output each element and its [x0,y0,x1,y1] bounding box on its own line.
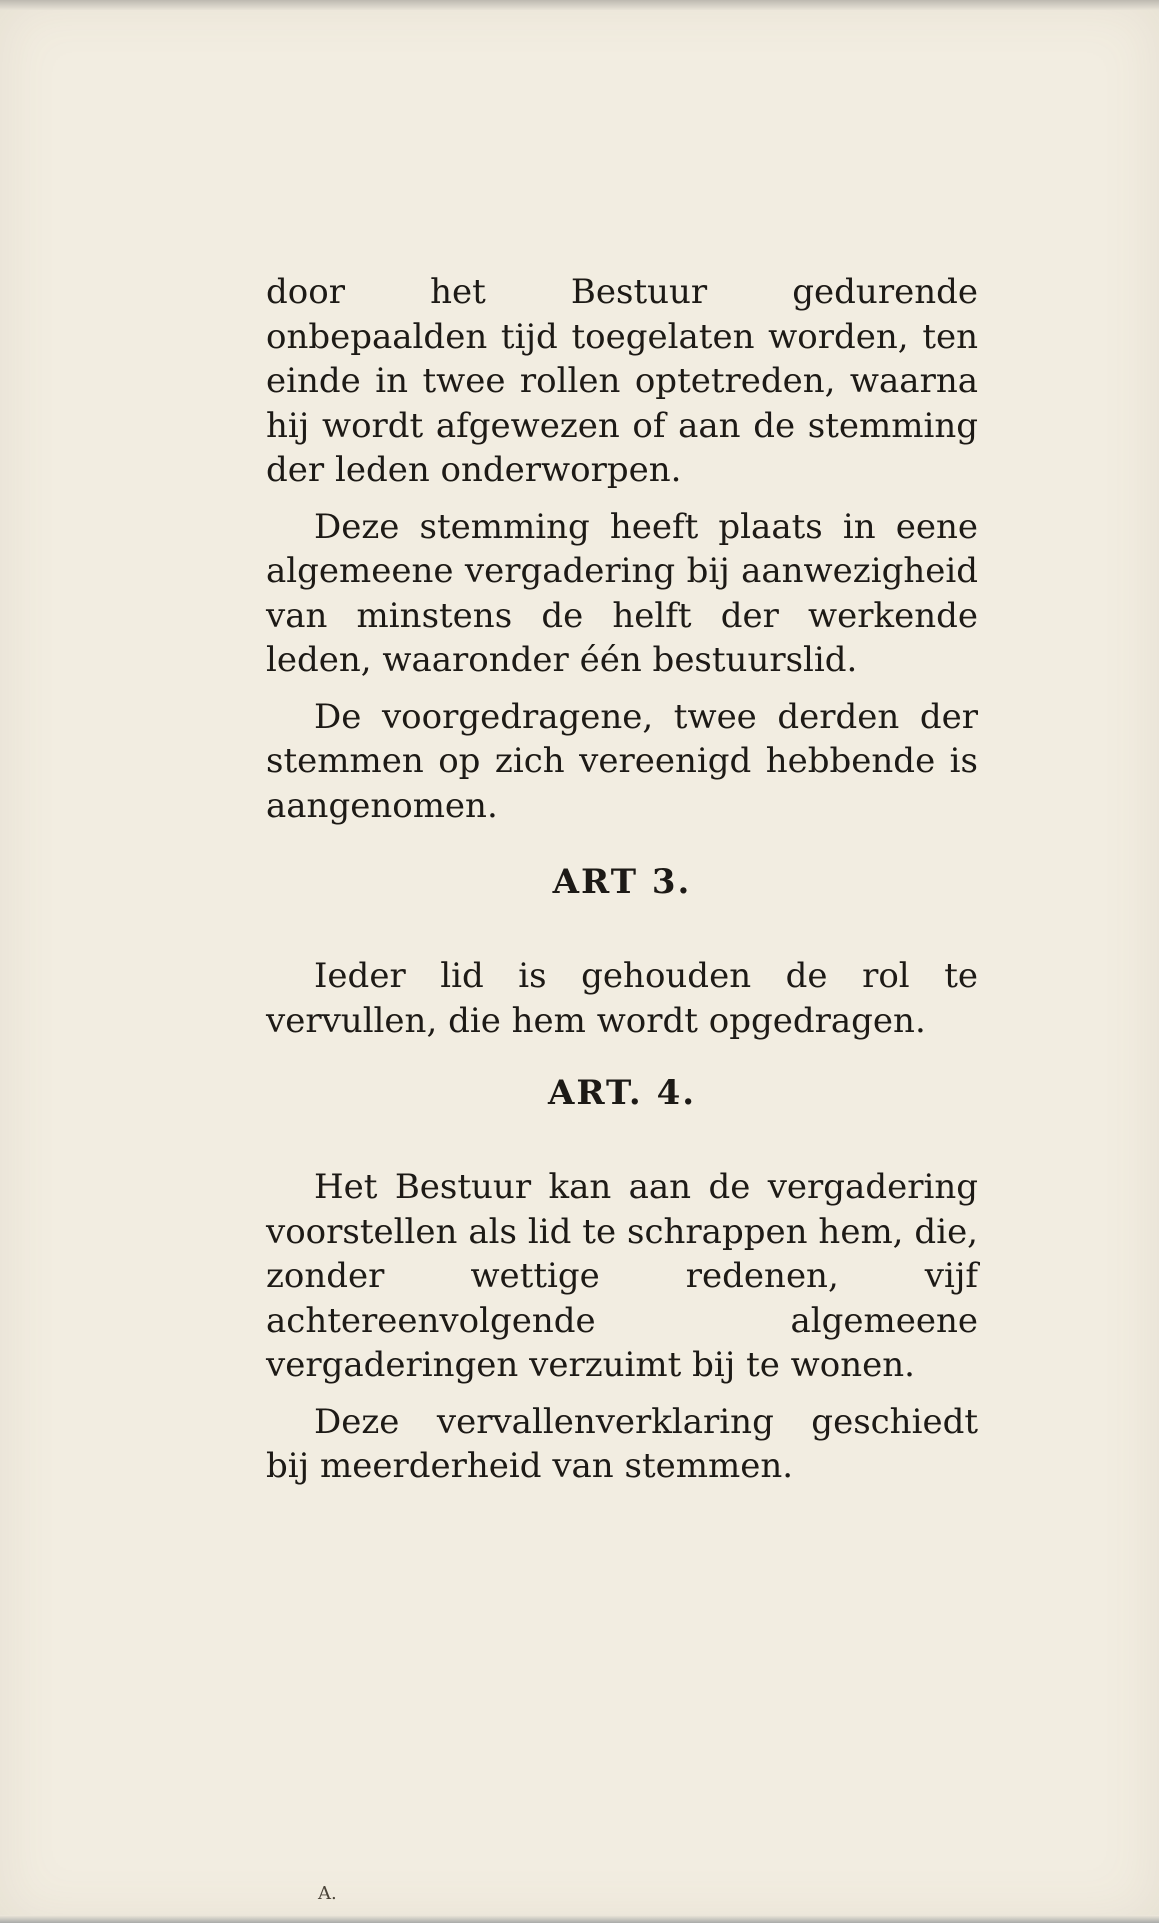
paragraph-continuation: door het Bestuur gedurende onbepaalden tijd toegelaten worden, ten einde in twee rollen optetreden, waarna hij wordt afgewezen of aan de stemming der leden onderworpen. [266,272,978,490]
article-4-paragraph-2: Deze vervallenverklaring geschiedt bij meerderheid van stemmen. [266,1401,978,1486]
article-4-paragraph: Het Bestuur kan aan de vergadering voorstellen als lid te schrappen hem, die, zonder wettige redenen, vijf achtereenvolgende algemeene vergaderingen verzuimt bij te wonen. [266,1167,978,1385]
page-bottom-edge [0,1915,1159,1923]
article-3-heading: ART 3. [552,862,692,902]
article-4-heading: ART. 4. [547,1073,697,1113]
paragraph-acceptance: De voorgedragene, twee derden der stemmen op zich vereenigd hebbende is aangenomen. [266,696,978,826]
bottom-mark: A. [318,1883,337,1904]
text-block [266,270,978,1501]
article-3-text: Ieder lid is gehouden de rol te vervullen, die hem wordt opgedragen. [266,956,978,1041]
paragraph-voting: Deze stemming heeft plaats in eene algemeene vergadering bij aanwezigheid van minstens de helft der werkende leden, waaronder één bestuurslid. [266,506,978,680]
page-top-edge [0,0,1159,10]
